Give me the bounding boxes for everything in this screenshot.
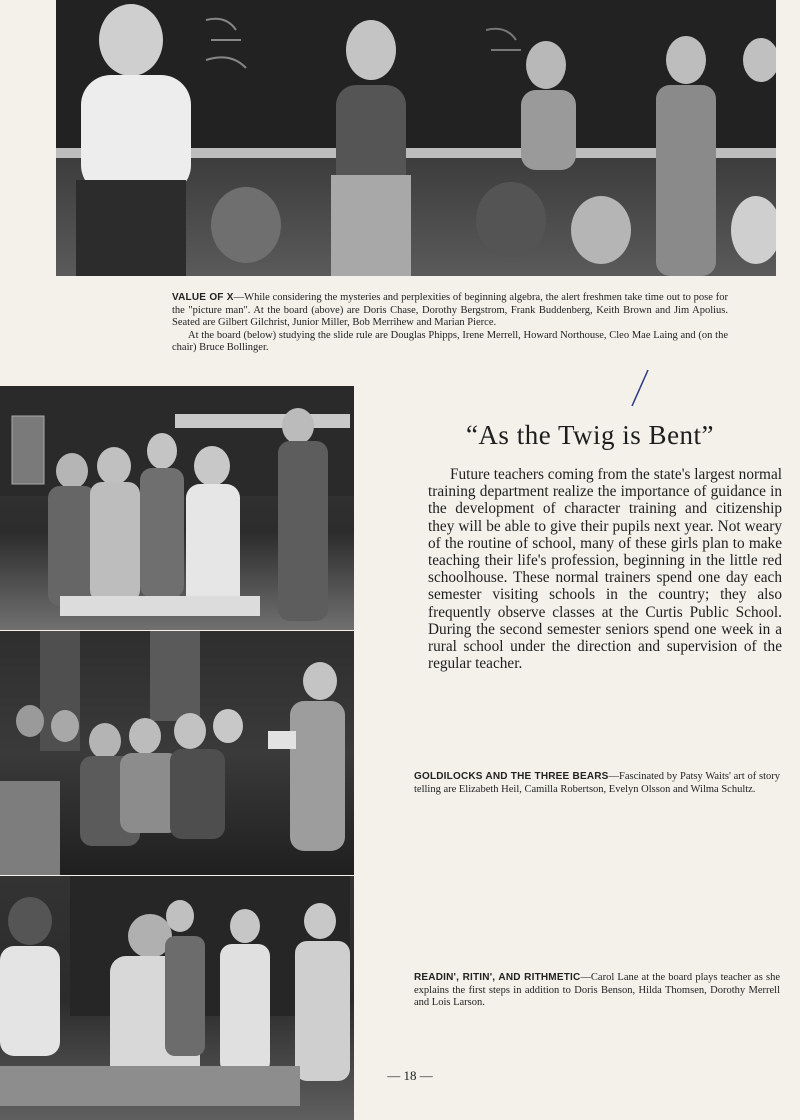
- article-heading: “As the Twig is Bent”: [465, 420, 715, 450]
- goldilocks-caption-text: —Fascinated by Patsy Waits' art of story telling are Elizabeth Heil, Camilla Robertson, Evelyn Olsson and Wilma Schultz.: [414, 771, 780, 795]
- pen-mark: [628, 368, 652, 408]
- goldilocks-caption: [414, 771, 780, 796]
- arithmetic-caption-title: READIN', RITIN', AND RITHMETIC: [414, 972, 581, 983]
- algebra-class-illustration: [56, 0, 776, 276]
- story-telling-photo: [0, 631, 354, 875]
- arithmetic-caption-text: —Carol Lane at the board plays teacher as she explains the first steps in addition to Doris Benson, Hilda Thomsen, Dorothy Merrell and Lois Larson.: [414, 972, 780, 1008]
- arithmetic-photo: [0, 876, 354, 1120]
- algebra-caption-title: VALUE OF X: [172, 292, 234, 303]
- arithmetic-illustration: [0, 876, 354, 1120]
- algebra-caption-text: —While considering the mysteries and perplexities of beginning algebra, the alert freshmen take time out to pose for the "picture man". At the board (above) are Doris Chase, Dorothy Bergstrom, Frank Buddenberg, Keith Brown and Jim Apolius. Seated are Gilbert Gilchrist, Junior Miller, Bob Merrihew and Marian Pierce.: [172, 292, 728, 328]
- algebra-caption: [172, 292, 728, 355]
- article-body: Future teachers coming from the state's largest normal training department realize the importance of guidance in the development of character training and citizenship they will be able to give their pupils next year. Not weary of the routine of school, many of these girls plan to make teaching their life's profession, beginning in the little red schoolhouse. These normal trainers spend one day each semester visiting schools in the country; they also frequently observe classes at the Curtis Public School. During the second semester seniors spend one week in a rural school under the direction and supervision of the regular teacher.: [428, 466, 782, 673]
- slide-rule-illustration: [0, 386, 354, 630]
- goldilocks-caption-title: GOLDILOCKS AND THE THREE BEARS: [414, 771, 609, 782]
- page-number: — 18 —: [387, 1068, 433, 1083]
- algebra-class-photo: [56, 0, 776, 276]
- arithmetic-caption: [414, 972, 780, 1010]
- slide-rule-caption-text: At the board (below) studying the slide rule are Douglas Phipps, Irene Merrell, Howard Northouse, Cleo Mae Laing and (on the chair) Bruce Bollinger.: [172, 329, 728, 353]
- slide-rule-photo: [0, 386, 354, 630]
- story-telling-illustration: [0, 631, 354, 875]
